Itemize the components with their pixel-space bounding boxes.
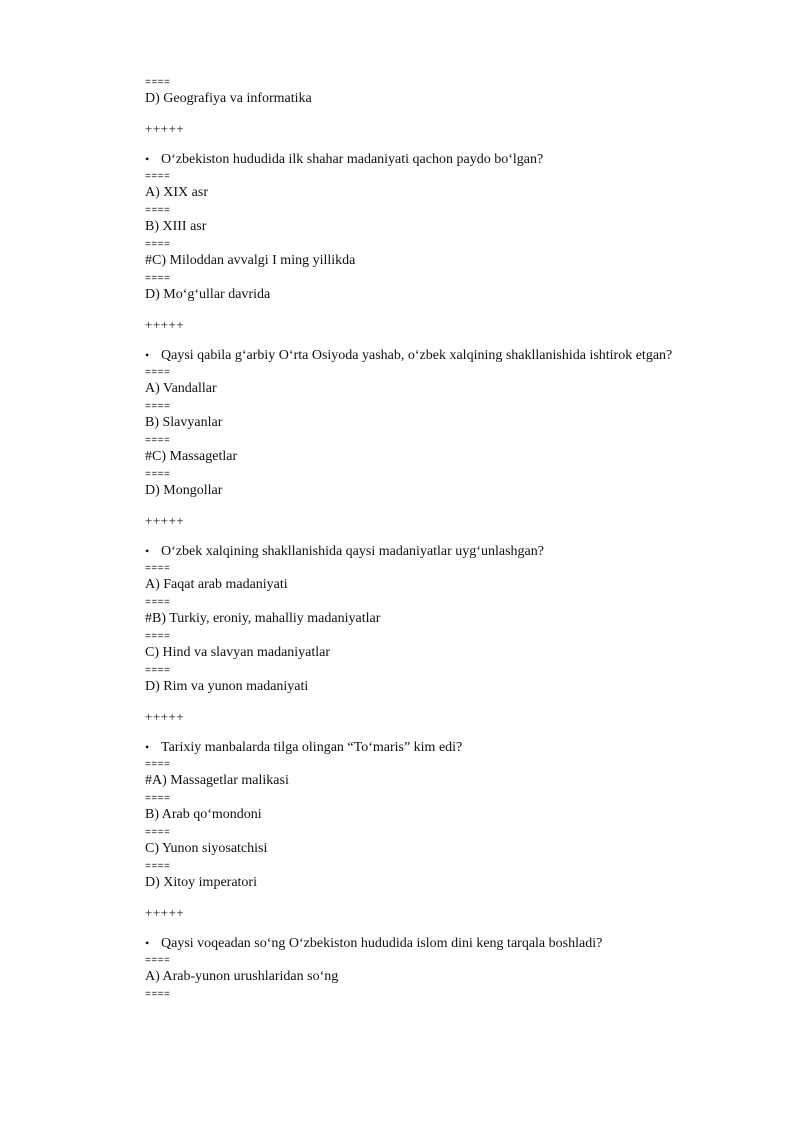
question-label: Tarixiy manbalarda tilga olingan “To‘maris” kim edi?	[161, 740, 463, 755]
answer-separator: ====	[145, 759, 171, 770]
answer-separator: ====	[145, 239, 171, 250]
answer-option: B) Slavyanlar	[145, 415, 223, 430]
document-page	[145, 76, 765, 1000]
question-separator: +++++	[145, 709, 185, 724]
question-text	[145, 148, 765, 170]
bullet-icon: •	[145, 740, 150, 754]
bullet-icon: •	[145, 936, 150, 950]
answer-separator: ====	[145, 793, 171, 804]
answer-separator: ====	[145, 77, 171, 88]
answer-separator: ====	[145, 827, 171, 838]
question-label: O‘zbek xalqining shakllanishida qaysi madaniyatlar uyg‘unlashgan?	[161, 544, 544, 559]
answer-separator: ====	[145, 989, 171, 1000]
answer-separator: ====	[145, 171, 171, 182]
answer-option: A) XIX asr	[145, 185, 208, 200]
question-text	[145, 736, 765, 758]
answer-option: A) Arab-yunon urushlaridan so‘ng	[145, 969, 339, 984]
answer-separator: ====	[145, 597, 171, 608]
answer-separator: ====	[145, 435, 171, 446]
question-label: O‘zbekiston hududida ilk shahar madaniyati qachon paydo bo‘lgan?	[161, 152, 544, 167]
answer-option: D) Mo‘g‘ullar davrida	[145, 287, 271, 302]
question-text	[145, 540, 765, 562]
answer-option: A) Vandallar	[145, 381, 217, 396]
answer-separator: ====	[145, 861, 171, 872]
answer-option-correct: #A) Massagetlar malikasi	[145, 773, 289, 788]
answer-option: B) XIII asr	[145, 219, 207, 234]
answer-option: C) Yunon siyosatchisi	[145, 841, 268, 856]
answer-option: D) Geografiya va informatika	[145, 91, 312, 106]
question-separator: +++++	[145, 317, 185, 332]
question-text	[145, 344, 765, 366]
answer-option: D) Rim va yunon madaniyati	[145, 679, 309, 694]
answer-separator: ====	[145, 273, 171, 284]
answer-separator: ====	[145, 631, 171, 642]
answer-separator: ====	[145, 205, 171, 216]
answer-option: A) Faqat arab madaniyati	[145, 577, 288, 592]
question-label: Qaysi voqeadan so‘ng O‘zbekiston hududida islom dini keng tarqala boshladi?	[161, 936, 603, 951]
answer-option-correct: #B) Turkiy, eroniy, mahalliy madaniyatlar	[145, 611, 381, 626]
answer-option: C) Hind va slavyan madaniyatlar	[145, 645, 331, 660]
answer-option: D) Mongollar	[145, 483, 223, 498]
question-separator: +++++	[145, 513, 185, 528]
question-separator: +++++	[145, 905, 185, 920]
answer-option: B) Arab qo‘mondoni	[145, 807, 262, 822]
answer-separator: ====	[145, 401, 171, 412]
question-label: Qaysi qabila g‘arbiy O‘rta Osiyoda yashab, o‘zbek xalqining shakllanishida ishtirok etgan?	[161, 348, 673, 363]
question-text	[145, 932, 765, 954]
answer-separator: ====	[145, 563, 171, 574]
answer-separator: ====	[145, 367, 171, 378]
bullet-icon: •	[145, 152, 150, 166]
answer-option-correct: #C) Miloddan avvalgi I ming yillikda	[145, 253, 356, 268]
answer-separator: ====	[145, 469, 171, 480]
bullet-icon: •	[145, 348, 150, 362]
answer-option: D) Xitoy imperatori	[145, 875, 257, 890]
answer-separator: ====	[145, 955, 171, 966]
answer-separator: ====	[145, 665, 171, 676]
bullet-icon: •	[145, 544, 150, 558]
answer-option-correct: #C) Massagetlar	[145, 449, 238, 464]
question-separator: +++++	[145, 121, 185, 136]
